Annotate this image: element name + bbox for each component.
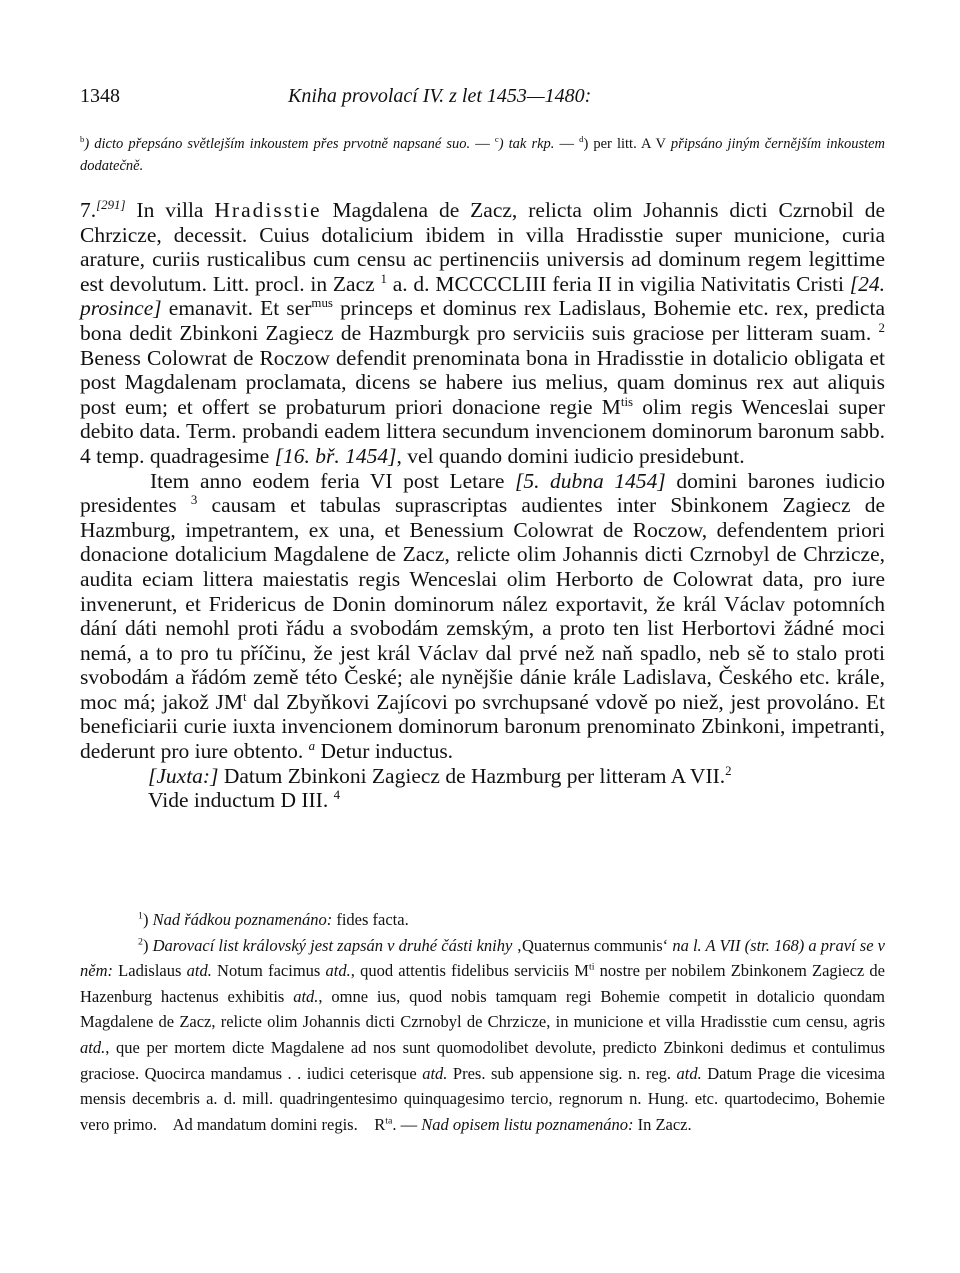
entry-text: olim regis Wenceslai super debito data. Term. probandi eadem littera secundum invencionem dominorum baronum sabb. 4 temp. quadragesime	[80, 394, 886, 468]
footnote-text: , omne ius, quod nobis tamquam regi Bohemie competit in dotalicio quondam Magdalene de Zacz, relicte olim Johannis dicti Czrnobyl de Chrzicze, in municione et villa Hradisstie cum censu, agris	[80, 986, 885, 1032]
footnote-italic: atd.	[325, 961, 351, 981]
entry-text: a. d. MCCCCLIII feria II in vigilia Nativitatis Cristi	[386, 271, 850, 296]
entry-text: Beness Colowrat de Roczow defendit prenominata bona in Hradisstie in dotalicio obligata et post Magdalenam proclamata, dicens se habere ius melius, quam dominus rex aut aliquis post eum; et offert se probaturum priori donacione regie M	[80, 345, 885, 419]
footnote-1	[80, 907, 885, 933]
textual-apparatus	[80, 133, 885, 177]
footnote-text: nostre per nobilem Zbinkonem Zagiecz de Hazenburg hactenus exhibitis	[80, 961, 885, 1006]
footnote-ref: 2	[878, 320, 885, 335]
footnote-ref: 3	[190, 492, 198, 507]
running-title: Kniha provolací IV. z let 1453—1480:	[288, 85, 592, 107]
apparatus-note-b: ) dicto přepsáno světlejším inkoustem přes prvotně napsané suo.	[84, 136, 471, 152]
entry-paragraph	[80, 198, 885, 469]
footnote-italic: atd.	[186, 961, 212, 981]
entry-text: dal Zbyňkovi Zajícovi po svrchupsané vdově po niež, jest provoláno. Et beneficiarii curie iuxta invencionem dominorum baronum prenominato Zbinkoni, impetranti, dederunt pro iure obtento.	[80, 689, 885, 764]
entry-text: Vide inductum D III.	[148, 788, 334, 813]
footnote-italic: atd.	[422, 1063, 448, 1083]
apparatus-separator: —	[554, 136, 580, 152]
footnote-text: In Zacz.	[633, 1114, 692, 1134]
footnote-italic: atd.	[293, 986, 319, 1006]
footnote-text: )	[142, 935, 153, 955]
apparatus-mark: d	[579, 134, 584, 145]
abbrev-superscript: t	[243, 689, 247, 704]
footnote-italic: atd.	[676, 1063, 702, 1083]
footnote-italic: Nad řádkou poznamenáno:	[152, 910, 333, 929]
apparatus-separator: —	[470, 136, 495, 152]
editorial-date: [24. prosince]	[80, 271, 885, 321]
entry-text: In villa	[125, 198, 215, 222]
footnote-2	[80, 933, 890, 1138]
footnote-number: 2	[138, 936, 143, 948]
page-header	[80, 85, 880, 115]
footnote-text: )	[142, 910, 153, 929]
footnote-text: Datum Prage die vicesima mensis decembris a. d. mill. quadringentesimo quinquagesimo tercio, regnorum n. Hung. etc. quartodecimo, Bohemie vero primo. Ad mandatum domini regis. R	[80, 1063, 890, 1134]
footnote-ref: 1	[380, 271, 387, 286]
abbrev-superscript: ta	[385, 1115, 393, 1127]
footnote-italic: Darovací list královský jest zapsán v druhé části knihy	[152, 935, 513, 955]
abbrev-superscript: ti	[588, 961, 595, 973]
footnote-text: ‚Quaternus communis‘	[512, 935, 673, 955]
editorial-date: [5. dubna 1454]	[514, 468, 666, 493]
footnote-text: , que per mortem dicte Magdalene ad nos sunt quomodolibet devolute, predicto Zbinkoni dedimus et contulimus graciose. Quocirca mandamus . . iudici ceterisque	[80, 1037, 885, 1083]
footnote-text: Pres. sub appensione sig. n. reg.	[447, 1063, 677, 1083]
entry-text: Magdalena de Zacz, relicta olim Johannis dicti Czrnobil de Chrzicze, decessit. Cuius dotalicium ibidem in villa Hradisstie super municione, curia arature, curiis rusticalibus cum censu ac pertinenciis universis ad dominum regem legittime est devolutum. Litt. procl. in Zacz	[80, 198, 885, 296]
footnote-text: Ladislaus	[112, 961, 187, 981]
apparatus-note-d: ) per litt. A V	[583, 136, 671, 152]
footnote-italic: na l. A VII (str. 168) a praví se v něm:	[80, 935, 885, 981]
editorial-date: [16. bř. 1454]	[274, 443, 397, 468]
editorial-label: [Juxta:]	[148, 763, 219, 788]
vide-note	[148, 788, 885, 813]
footnote-text: . —	[392, 1114, 422, 1134]
entry-number: 7.	[80, 198, 97, 222]
entry-text: emanavit. Et ser	[161, 296, 312, 321]
main-text	[80, 198, 885, 813]
footnote-number: 1	[138, 910, 143, 922]
apparatus-ref: a	[308, 738, 316, 753]
entry-text: causam et tabulas suprascriptas audientes inter Sbinkonem Zagiecz de Hazmburg, impetrantem, ex una, et Benessium Colowrat de Roczow, defendentem priori donacione dotalicium Magdalene de Zacz, relicte olim Johannis dicti Czrnobyl de Chrzicze, audita eciam littera maiestatis regis Wenceslai olim Herborto de Colowrat data, pro iure invenerunt, et Fridericus de Donin dominorum nález exportavit, že král Václav potomních dání dáti nemohl proti řádu a svobodám zemským, a proto ten list Herbortovi žádné moci nemá, a to pro tu příčinu, že jest král Václav dal prvé než naň spadlo, neb sě to stalo proti svobodám a řádóm země této České; ale nynějšie dánie krále Ladislava, Českého etc. krále, moc má; jakož JM	[80, 493, 885, 714]
abbrev-superscript: mus	[311, 296, 333, 311]
entry-text: princeps et dominus rex Ladislaus, Bohemie etc. rex, predicta bona dedit Zbinkoni Zagiecz de Hazmburgk pro serviciis suis graciose per litteram suam.	[80, 296, 885, 345]
footnote-text: , quod attentis fidelibus serviciis M	[350, 961, 589, 981]
entry-text: , vel quando domini iudicio presidebunt.	[396, 443, 745, 468]
entry-text: Item anno eodem feria VI post Letare	[150, 468, 515, 493]
entry-text: domini barones iudicio presidentes	[80, 468, 886, 518]
footnote-italic: atd.	[80, 1037, 106, 1057]
footnote-ref: 4	[333, 788, 341, 803]
page-number: 1348	[80, 85, 120, 107]
footnote-italic: Nad opisem listu poznamenáno:	[421, 1114, 634, 1134]
entry-number-bracket: [291]	[96, 197, 126, 212]
apparatus-note-c: ) tak rkp.	[498, 136, 555, 152]
footnote-text: Notum facimus	[211, 961, 326, 981]
footnote-text: fides facta.	[332, 910, 409, 929]
entry-text: Datum Zbinkoni Zagiecz de Hazmburg per litteram A VII.	[218, 763, 726, 788]
footnotes	[80, 907, 890, 1137]
apparatus-note-d-italic: připsáno jiným černějším inkoustem dodatečně.	[80, 136, 886, 174]
apparatus-mark: c	[494, 134, 499, 145]
abbrev-superscript: tis	[620, 394, 634, 409]
apparatus-mark: b	[80, 134, 85, 145]
place-name: Hradisstie	[214, 198, 322, 222]
judgment-paragraph	[80, 469, 885, 764]
juxta-note	[148, 764, 885, 789]
footnote-ref: 2	[725, 763, 732, 778]
entry-text: Detur inductus.	[315, 739, 454, 764]
